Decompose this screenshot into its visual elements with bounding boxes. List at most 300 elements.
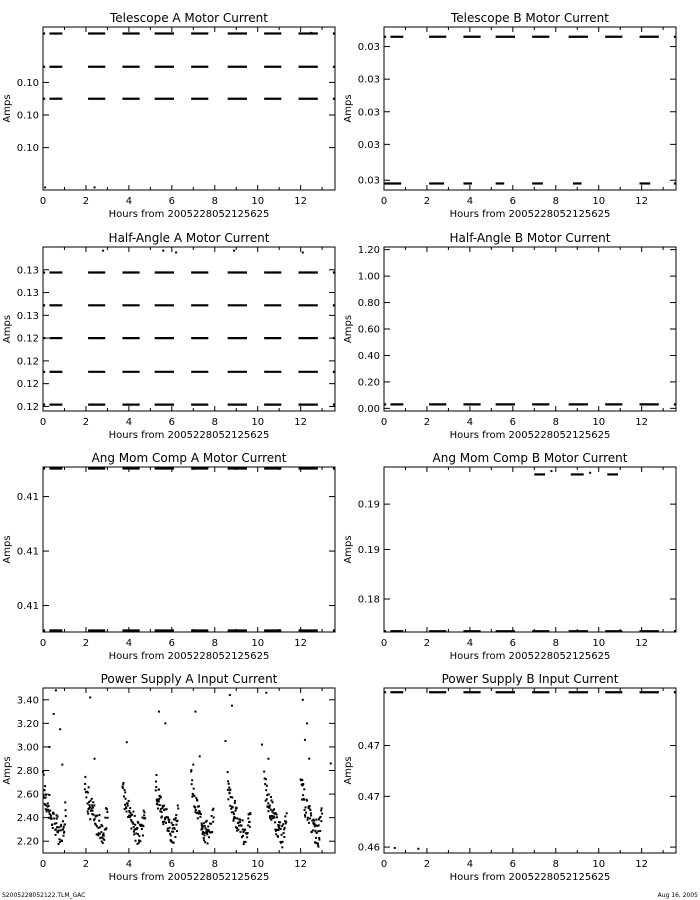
data-point <box>309 805 311 807</box>
x-tick-label: 2 <box>423 859 431 870</box>
chart-title: Ang Mom Comp B Motor Current <box>432 451 628 465</box>
data-point <box>228 783 230 785</box>
data-point <box>168 819 170 821</box>
data-point <box>304 809 306 811</box>
data-point <box>308 822 310 824</box>
data-point <box>273 808 275 810</box>
chart-title: Half-Angle B Motor Current <box>449 231 611 245</box>
data-point <box>134 815 136 817</box>
x-tick-label: 2 <box>82 196 90 207</box>
y-tick-label: 0.13 <box>16 265 39 277</box>
data-outlier <box>89 696 91 698</box>
data-point <box>88 786 90 788</box>
data-point <box>163 805 165 807</box>
data-point <box>124 804 126 806</box>
data-point <box>239 819 241 821</box>
data-point <box>96 815 98 817</box>
y-tick-label: 3.00 <box>16 742 39 754</box>
data-point <box>275 833 277 835</box>
data-point <box>103 835 105 837</box>
data-point <box>123 789 125 791</box>
data-point <box>63 831 65 833</box>
x-tick-label: 12 <box>294 196 308 207</box>
data-outlier <box>164 722 166 724</box>
data-point <box>103 839 105 841</box>
data-point <box>155 786 157 788</box>
data-point <box>277 836 279 838</box>
data-point <box>234 802 236 804</box>
y-tick-label: 0.12 <box>16 333 39 345</box>
data-point <box>227 798 229 800</box>
x-tick-label: 10 <box>592 417 606 428</box>
data-point <box>282 823 284 825</box>
data-point <box>177 807 179 809</box>
data-point <box>199 816 201 818</box>
data-point <box>57 830 59 832</box>
data-point <box>92 810 94 812</box>
y-axis-label: Amps <box>343 94 354 123</box>
data-point <box>42 771 44 773</box>
data-point <box>240 825 242 827</box>
data-point <box>273 817 275 819</box>
data-point <box>94 818 96 820</box>
x-tick-label: 4 <box>466 417 474 428</box>
data-point <box>309 817 311 819</box>
data-point <box>204 825 206 827</box>
data-point <box>52 827 54 829</box>
data-point <box>284 815 286 817</box>
data-point <box>249 813 251 815</box>
x-tick-label: 4 <box>125 196 133 207</box>
data-point <box>191 796 193 798</box>
x-tick-label: 4 <box>125 859 133 870</box>
data-point <box>195 809 197 811</box>
x-tick-label: 8 <box>552 638 559 649</box>
y-tick-label: 0.12 <box>16 356 39 368</box>
data-point <box>227 771 229 773</box>
data-point <box>43 795 45 797</box>
data-point <box>318 819 320 821</box>
data-outlier <box>94 758 96 760</box>
y-tick-label: 0.13 <box>16 288 39 300</box>
data-point <box>51 818 53 820</box>
data-point <box>65 809 67 811</box>
x-tick-label: 8 <box>211 859 218 870</box>
data-point <box>59 829 61 831</box>
data-point <box>53 818 55 820</box>
data-point <box>89 818 91 820</box>
data-point <box>102 250 104 252</box>
data-point <box>247 817 249 819</box>
data-point <box>321 807 323 809</box>
y-tick-label: 0.47 <box>357 741 380 753</box>
data-point <box>200 813 202 815</box>
data-point <box>175 824 177 826</box>
plot-frame <box>43 247 335 411</box>
data-point <box>232 811 234 813</box>
data-point <box>58 826 60 828</box>
data-point <box>320 809 322 811</box>
data-point <box>47 802 49 804</box>
data-point <box>134 824 136 826</box>
data-point <box>315 837 317 839</box>
plot-frame <box>43 467 335 632</box>
data-point <box>263 771 265 773</box>
data-point <box>228 787 230 789</box>
data-point <box>176 820 178 822</box>
data-point <box>62 835 64 837</box>
data-point <box>157 808 159 810</box>
x-tick-label: 6 <box>168 196 176 207</box>
data-point <box>207 826 209 828</box>
data-point <box>84 776 86 778</box>
x-tick-label: 8 <box>552 859 559 870</box>
data-point <box>62 828 64 830</box>
x-tick-label: 10 <box>592 859 606 870</box>
data-point <box>318 839 320 841</box>
data-point <box>318 824 320 826</box>
data-point <box>175 817 177 819</box>
data-point <box>64 823 66 825</box>
x-tick-label: 2 <box>423 196 431 207</box>
data-point <box>173 842 175 844</box>
data-point <box>103 832 105 834</box>
data-point <box>267 810 269 812</box>
data-point <box>550 470 552 472</box>
x-tick-label: 10 <box>251 417 265 428</box>
data-point <box>195 797 197 799</box>
data-point <box>144 817 146 819</box>
data-point <box>207 842 209 844</box>
data-point <box>417 848 419 850</box>
data-point <box>157 804 159 806</box>
x-tick-label: 4 <box>125 638 133 649</box>
data-point <box>194 807 196 809</box>
data-point <box>87 810 89 812</box>
data-point <box>169 827 171 829</box>
data-point <box>135 832 137 834</box>
x-tick-label: 0 <box>380 859 388 870</box>
data-point <box>239 831 241 833</box>
data-point <box>309 809 311 811</box>
data-point <box>142 834 144 836</box>
data-point <box>91 804 93 806</box>
data-point <box>270 809 272 811</box>
x-tick-label: 0 <box>39 196 47 207</box>
data-point <box>65 815 67 817</box>
y-axis-label: Amps <box>2 535 13 564</box>
data-point <box>212 808 214 810</box>
data-point <box>271 799 273 801</box>
data-outlier <box>53 713 55 715</box>
y-tick-label: 0.10 <box>16 110 39 122</box>
data-point <box>305 806 307 808</box>
data-point <box>166 808 168 810</box>
data-point <box>229 805 231 807</box>
data-point <box>53 813 55 815</box>
data-point <box>193 788 195 790</box>
x-tick-label: 6 <box>509 196 517 207</box>
plot-frame <box>43 688 335 853</box>
data-point <box>302 783 304 785</box>
data-point <box>143 814 145 816</box>
data-point <box>160 796 162 798</box>
data-point <box>55 828 57 830</box>
x-tick-label: 12 <box>635 859 649 870</box>
y-tick-label: 0.41 <box>16 546 39 558</box>
data-point <box>249 826 251 828</box>
data-point <box>44 186 46 188</box>
data-point <box>265 789 267 791</box>
data-point <box>142 825 144 827</box>
data-point <box>91 798 93 800</box>
data-point <box>56 818 58 820</box>
y-tick-label: 1.00 <box>357 271 380 283</box>
data-point <box>175 251 177 253</box>
data-point <box>88 804 90 806</box>
x-tick-label: 8 <box>552 417 559 428</box>
data-outlier <box>261 744 263 746</box>
data-point <box>286 812 288 814</box>
data-point <box>313 820 315 822</box>
y-axis-label: Amps <box>343 756 354 785</box>
data-point <box>49 809 51 811</box>
data-point <box>204 841 206 843</box>
x-tick-label: 0 <box>380 196 388 207</box>
y-tick-label: 0.03 <box>357 175 380 187</box>
x-tick-label: 8 <box>211 196 218 207</box>
data-point <box>143 811 145 813</box>
data-point <box>141 828 143 830</box>
chart-panel-7 <box>2 672 335 883</box>
data-point <box>87 813 89 815</box>
x-tick-label: 6 <box>509 417 517 428</box>
footer-filename: S2005228052122.TLM_GAC <box>2 892 86 899</box>
data-point <box>232 806 234 808</box>
data-point <box>302 794 304 796</box>
data-point <box>310 814 312 816</box>
data-point <box>301 779 303 781</box>
x-tick-label: 10 <box>592 638 606 649</box>
data-point <box>320 820 322 822</box>
data-point <box>170 840 172 842</box>
chart-panel-4 <box>343 231 676 441</box>
data-point <box>193 795 195 797</box>
data-point <box>231 796 233 798</box>
data-point <box>234 817 236 819</box>
data-point <box>174 828 176 830</box>
data-point <box>44 785 46 787</box>
data-outlier <box>265 692 267 694</box>
y-tick-label: 0.40 <box>357 350 380 362</box>
data-point <box>279 821 281 823</box>
data-point <box>55 822 57 824</box>
data-point <box>211 815 213 817</box>
data-point <box>50 815 52 817</box>
data-point <box>90 800 92 802</box>
data-point <box>43 774 45 776</box>
data-point <box>127 802 129 804</box>
data-point <box>235 810 237 812</box>
data-point <box>169 833 171 835</box>
data-point <box>161 816 163 818</box>
data-outlier <box>55 689 57 691</box>
data-point <box>131 814 133 816</box>
y-tick-label: 0.20 <box>357 377 380 389</box>
data-point <box>125 807 127 809</box>
data-point <box>133 833 135 835</box>
plot-frame <box>384 247 676 411</box>
data-point <box>161 811 163 813</box>
data-point <box>315 819 317 821</box>
data-point <box>247 832 249 834</box>
data-point <box>64 801 66 803</box>
x-axis-label: Hours from 2005228052125625 <box>449 430 611 441</box>
data-point <box>236 817 238 819</box>
data-point <box>136 827 138 829</box>
x-tick-label: 4 <box>466 638 474 649</box>
data-point <box>174 836 176 838</box>
y-tick-label: 2.80 <box>16 766 39 777</box>
data-point <box>130 828 132 830</box>
data-point <box>203 837 205 839</box>
y-tick-label: 0.00 <box>357 403 380 415</box>
data-point <box>246 836 248 838</box>
data-point <box>62 820 64 822</box>
x-tick-label: 4 <box>125 417 133 428</box>
data-point <box>105 827 107 829</box>
data-point <box>191 783 193 785</box>
data-point <box>317 830 319 832</box>
data-point <box>47 809 49 811</box>
data-point <box>271 815 273 817</box>
data-outlier <box>126 741 128 743</box>
data-point <box>203 822 205 824</box>
data-point <box>196 799 198 801</box>
data-point <box>237 829 239 831</box>
chart-panel-6 <box>343 451 676 662</box>
data-point <box>285 821 287 823</box>
data-point <box>276 814 278 816</box>
data-point <box>132 823 134 825</box>
chart-title: Half-Angle A Motor Current <box>108 231 270 245</box>
chart-title: Ang Mom Comp A Motor Current <box>91 451 287 465</box>
y-axis-label: Amps <box>343 535 354 564</box>
data-point <box>317 844 319 846</box>
data-point <box>303 788 305 790</box>
data-point <box>197 817 199 819</box>
data-point <box>277 829 279 831</box>
y-tick-label: 3.40 <box>16 695 39 707</box>
data-outlier <box>330 762 332 764</box>
data-point <box>165 822 167 824</box>
x-tick-label: 12 <box>635 196 649 207</box>
x-tick-label: 6 <box>168 638 176 649</box>
y-tick-label: 0.60 <box>357 324 380 336</box>
chart-title: Power Supply B Input Current <box>441 672 619 686</box>
data-point <box>51 823 53 825</box>
data-point <box>245 841 247 843</box>
x-tick-label: 12 <box>294 417 308 428</box>
data-point <box>106 811 108 813</box>
data-point <box>85 796 87 798</box>
data-point <box>122 782 124 784</box>
x-tick-label: 4 <box>466 196 474 207</box>
chart-panel-3 <box>2 231 335 441</box>
data-point <box>100 831 102 833</box>
y-tick-label: 3.20 <box>16 718 39 730</box>
x-tick-label: 0 <box>39 417 47 428</box>
data-point <box>266 785 268 787</box>
data-point <box>57 831 59 833</box>
data-point <box>212 821 214 823</box>
data-point <box>143 810 145 812</box>
data-point <box>168 830 170 832</box>
y-axis-label: Amps <box>2 756 13 785</box>
data-point <box>233 250 235 252</box>
y-tick-label: 0.10 <box>16 77 39 89</box>
data-point <box>122 787 124 789</box>
x-tick-label: 8 <box>211 417 218 428</box>
data-point <box>106 808 108 810</box>
data-point <box>269 804 271 806</box>
data-point <box>317 846 319 848</box>
data-point <box>102 842 104 844</box>
x-tick-label: 10 <box>251 638 265 649</box>
data-point <box>93 814 95 816</box>
data-point <box>232 820 234 822</box>
data-point <box>48 817 50 819</box>
data-point <box>227 789 229 791</box>
data-outlier <box>158 711 160 713</box>
data-point <box>92 807 94 809</box>
data-outlier <box>225 740 227 742</box>
data-point <box>281 846 283 848</box>
y-axis-label: Amps <box>2 94 13 123</box>
x-tick-label: 6 <box>168 859 176 870</box>
plot-frame <box>384 467 676 632</box>
data-point <box>238 825 240 827</box>
chart-title: Power Supply A Input Current <box>100 672 278 686</box>
x-tick-label: 12 <box>635 638 649 649</box>
data-point <box>93 804 95 806</box>
data-point <box>191 779 193 781</box>
x-tick-label: 6 <box>509 859 517 870</box>
data-point <box>155 789 157 791</box>
data-outlier <box>231 705 233 707</box>
data-outlier <box>194 711 196 713</box>
data-point <box>243 843 245 845</box>
data-point <box>139 840 141 842</box>
x-tick-label: 2 <box>423 638 431 649</box>
data-point <box>229 789 231 791</box>
data-outlier <box>302 699 304 701</box>
x-tick-label: 8 <box>211 638 218 649</box>
data-point <box>133 831 135 833</box>
data-point <box>306 819 308 821</box>
data-outlier <box>199 755 201 757</box>
data-point <box>55 834 57 836</box>
data-point <box>394 847 396 849</box>
plot-frame <box>43 27 335 190</box>
data-point <box>310 812 312 814</box>
data-point <box>264 783 266 785</box>
data-point <box>303 799 305 801</box>
y-tick-label: 0.41 <box>16 492 39 504</box>
y-tick-label: 0.13 <box>16 310 39 322</box>
data-point <box>45 797 47 799</box>
data-point <box>265 778 267 780</box>
